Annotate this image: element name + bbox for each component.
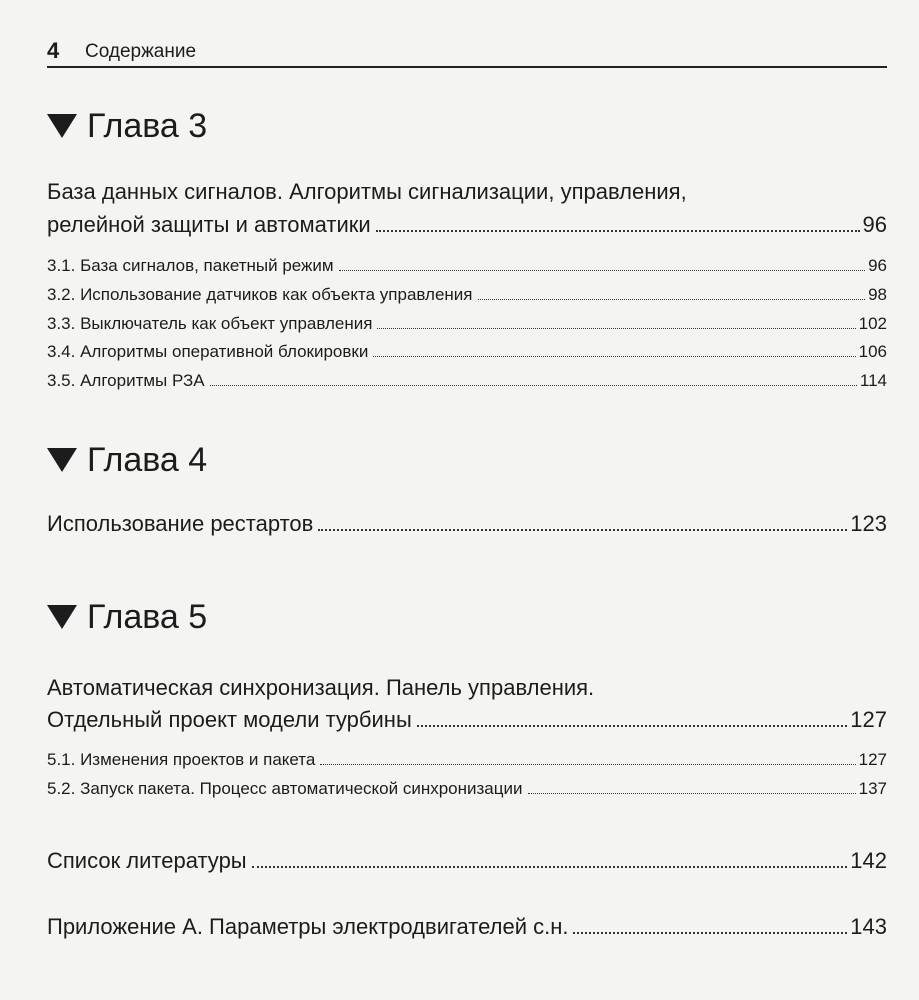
chapter-3-heading <box>47 106 207 146</box>
toc-entry-page: 137 <box>858 779 887 798</box>
dot-leader <box>478 299 866 300</box>
triangle-down-icon <box>47 605 77 629</box>
chapter-3-title-line1: База данных сигналов. Алгоритмы сигнализации, управления, <box>47 179 687 204</box>
dot-leader <box>377 328 855 329</box>
toc-entry-page: 127 <box>850 707 887 732</box>
triangle-down-icon <box>47 114 77 138</box>
toc-entry-chapter-4[interactable] <box>47 511 887 537</box>
toc-entry-page: 123 <box>850 511 887 536</box>
toc-entry-3-5[interactable] <box>47 371 887 391</box>
chapter-5-title-line1: Автоматическая синхронизация. Панель управления. <box>47 675 595 700</box>
chapter-4-label: Глава 4 <box>87 441 208 479</box>
page-number: 4 <box>47 38 60 63</box>
dot-leader <box>318 529 847 531</box>
toc-entry-chapter-3[interactable] <box>47 212 887 238</box>
chapter-5-heading <box>47 597 207 637</box>
chapter-3-label: Глава 3 <box>87 107 208 145</box>
toc-entry-page: 96 <box>868 256 887 275</box>
dot-leader <box>210 385 857 386</box>
dot-leader <box>573 932 847 934</box>
page-header <box>47 36 887 68</box>
toc-entry-title: Приложение А. Параметры электродвигателей с.н. <box>47 914 569 939</box>
toc-entry-title: Отдельный проект модели турбины <box>47 707 412 732</box>
chapter-5-label: Глава 5 <box>87 598 208 636</box>
toc-entry-page: 142 <box>850 848 887 873</box>
dot-leader <box>528 793 856 794</box>
toc-entry-3-3[interactable] <box>47 314 887 334</box>
dot-leader <box>320 764 855 765</box>
toc-entry-5-1[interactable] <box>47 750 887 770</box>
toc-entry-page: 102 <box>858 314 887 333</box>
toc-entry-page: 127 <box>858 750 887 769</box>
toc-entry-title: релейной защиты и автоматики <box>47 212 371 237</box>
toc-entry-3-1[interactable] <box>47 256 887 276</box>
toc-entry-title: 3.5. Алгоритмы РЗА <box>47 371 205 390</box>
toc-entry-page: 143 <box>850 914 887 939</box>
running-title: Содержание <box>85 41 197 62</box>
toc-entry-5-2[interactable] <box>47 779 887 799</box>
toc-entry-3-2[interactable] <box>47 285 887 305</box>
dot-leader <box>252 866 848 868</box>
dot-leader <box>376 230 860 232</box>
toc-entry-page: 114 <box>859 371 887 390</box>
toc-entry-title: 3.4. Алгоритмы оперативной блокировки <box>47 342 369 361</box>
toc-entry-title: 5.2. Запуск пакета. Процесс автоматической синхронизации <box>47 779 523 798</box>
toc-entry-title: 3.2. Использование датчиков как объекта управления <box>47 285 473 304</box>
toc-entry-appendix[interactable] <box>47 914 887 940</box>
triangle-down-icon <box>47 448 77 472</box>
toc-entry-title: 5.1. Изменения проектов и пакета <box>47 750 316 769</box>
toc-entry-references[interactable] <box>47 848 887 874</box>
chapter-4-heading <box>47 440 207 480</box>
dot-leader <box>339 270 865 271</box>
dot-leader <box>417 725 848 727</box>
toc-entry-page: 106 <box>858 342 887 361</box>
toc-entry-3-4[interactable] <box>47 342 887 362</box>
toc-entry-chapter-5[interactable] <box>47 707 887 733</box>
toc-entry-page: 98 <box>868 285 887 304</box>
toc-entry-title: Использование рестартов <box>47 511 314 536</box>
dot-leader <box>373 356 855 357</box>
toc-entry-title: 3.1. База сигналов, пакетный режим <box>47 256 334 275</box>
toc-entry-page: 96 <box>862 212 887 237</box>
toc-entry-title: Список литературы <box>47 848 247 873</box>
toc-entry-title: 3.3. Выключатель как объект управления <box>47 314 373 333</box>
